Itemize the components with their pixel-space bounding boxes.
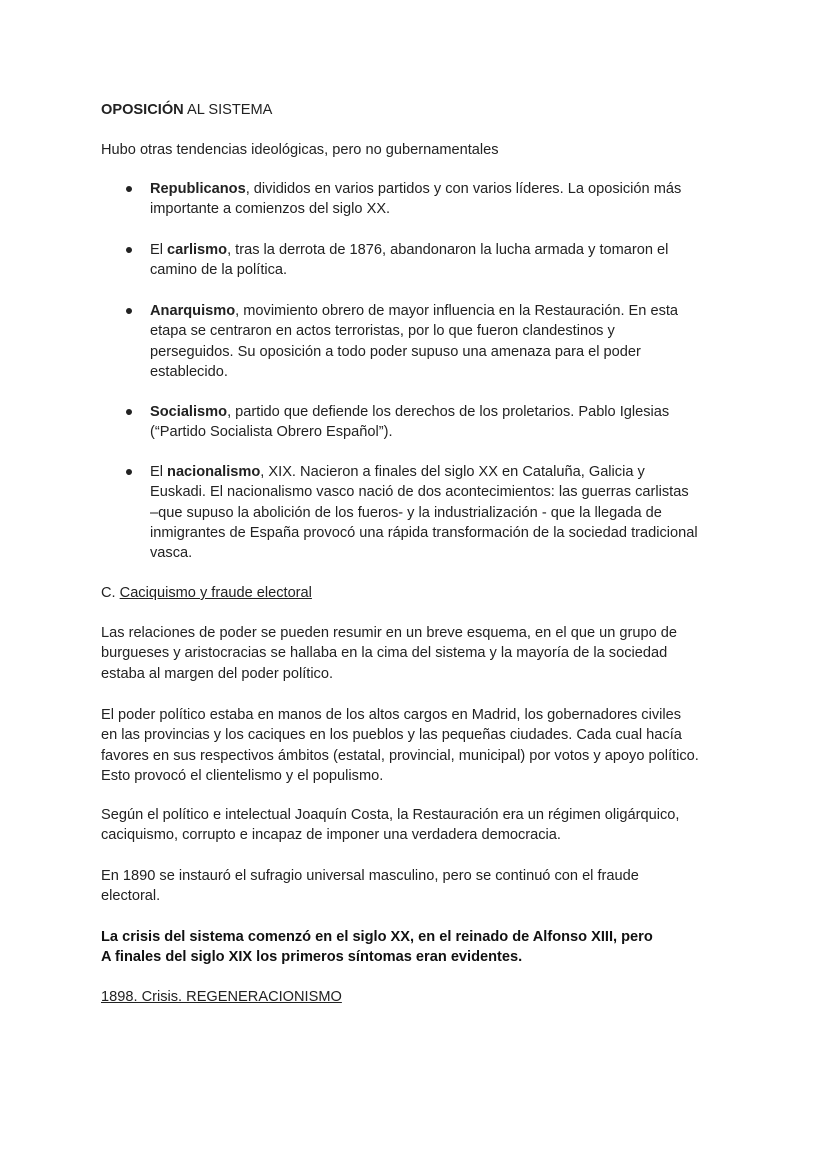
bullet-line: inmigrantes de España provocó una rápida transformación de la sociedad tradicional	[150, 524, 698, 541]
regeneracionismo-heading	[101, 987, 342, 1007]
bullet-line: vasca.	[150, 545, 193, 562]
crisis-statement	[101, 927, 653, 968]
paragraph	[101, 623, 677, 684]
paragraph	[101, 866, 639, 907]
title-rest: AL SISTEMA	[183, 102, 273, 118]
paragraph-line: caciquismo, corrupto e incapaz de imponer una verdadera democracia.	[101, 827, 561, 844]
bullet-term: Socialismo	[150, 404, 228, 420]
bullet-line	[150, 402, 669, 422]
paragraph-line: El poder político estaba en manos de los altos cargos en Madrid, los gobernadores civiles	[101, 707, 682, 723]
bullet-line	[150, 301, 678, 321]
section-c-prefix: C.	[101, 585, 120, 601]
bullet-icon	[126, 247, 132, 253]
bullet-line: perseguidos. Su oposición a todo poder supuso una amenaza para el poder	[150, 343, 641, 360]
regeneracionismo-link: 1898. Crisis. REGENERACIONISMO	[101, 989, 342, 1005]
title-bold: OPOSICIÓN	[101, 102, 184, 118]
bullet-pre: El	[150, 464, 168, 480]
bullet-text: , partido que defiende los derechos de los proletarios. Pablo Iglesias	[227, 404, 670, 420]
bullet-term: carlismo	[167, 242, 228, 258]
paragraph-line: estaba al margen del poder político.	[101, 665, 334, 682]
bullet-line: etapa se centraron en actos terroristas, por lo que fueron clandestinos y	[150, 323, 615, 340]
bullet-item	[150, 301, 678, 382]
bullet-item	[150, 179, 681, 220]
bullet-icon	[126, 308, 132, 314]
bullet-line: Euskadi. El nacionalismo vasco nació de dos acontecimientos: las guerras carlistas	[150, 484, 689, 501]
section-c-heading	[101, 583, 312, 603]
paragraph-line: en las provincias y los caciques en los pueblos y las pequeñas ciudades. Cada cual hacía	[101, 727, 682, 744]
bullet-item	[150, 240, 668, 281]
paragraph-line: favores en sus respectivos ámbitos (estatal, provincial, municipal) por votos y apoyo político.	[101, 747, 699, 764]
bullet-term: Anarquismo	[150, 303, 236, 319]
paragraph-line: Las relaciones de poder se pueden resumir en un breve esquema, en el que un grupo de	[101, 625, 678, 641]
bullet-text: , XIX. Nacieron a finales del siglo XX en Cataluña, Galicia y	[260, 464, 645, 480]
bullet-icon	[126, 186, 132, 192]
paragraph-line: Esto provocó el clientelismo y el populismo.	[101, 767, 384, 784]
paragraph-line: burgueses y aristocracias se hallaba en la cima del sistema y la mayoría de la sociedad	[101, 645, 668, 662]
bullet-line	[150, 240, 668, 260]
bullet-icon	[126, 409, 132, 415]
bullet-line: –que supuso la abolición de los fueros- y la industrialización - que la llegada de	[150, 504, 662, 521]
bullet-item	[150, 402, 669, 443]
paragraph	[101, 805, 679, 846]
crisis-line: A finales del siglo XIX los primeros síntomas eran evidentes.	[101, 949, 523, 966]
bullet-line: (“Partido Socialista Obrero Español”).	[150, 424, 393, 441]
bullet-term: nacionalismo	[167, 464, 261, 480]
paragraph-line: Según el político e intelectual Joaquín Costa, la Restauración era un régimen oligárquico,	[101, 807, 680, 823]
bullet-line: camino de la política.	[150, 262, 288, 279]
bullet-item	[150, 462, 698, 563]
bullet-line	[150, 462, 698, 482]
crisis-line: La crisis del sistema comenzó en el siglo XX, en el reinado de Alfonso XIII, pero	[101, 929, 653, 945]
section-title	[101, 100, 272, 120]
bullet-pre: El	[150, 242, 168, 258]
bullet-line	[150, 179, 681, 199]
bullet-line: importante a comienzos del siglo XX.	[150, 201, 391, 218]
paragraph	[101, 705, 699, 786]
bullet-line: establecido.	[150, 363, 228, 380]
paragraph-line: En 1890 se instauró el sufragio universal masculino, pero se continuó con el fraude	[101, 868, 639, 884]
bullet-text: , movimiento obrero de mayor influencia en la Restauración. En esta	[235, 303, 679, 319]
bullet-icon	[126, 469, 132, 475]
intro-text: Hubo otras tendencias ideológicas, pero no gubernamentales	[101, 142, 499, 158]
bullet-term: Republicanos	[150, 181, 246, 197]
paragraph-line: electoral.	[101, 888, 161, 905]
bullet-text: , divididos en varios partidos y con varios líderes. La oposición más	[245, 181, 682, 197]
bullet-text: , tras la derrota de 1876, abandonaron la lucha armada y tomaron el	[227, 242, 669, 258]
section-c-title: Caciquismo y fraude electoral	[119, 585, 312, 601]
